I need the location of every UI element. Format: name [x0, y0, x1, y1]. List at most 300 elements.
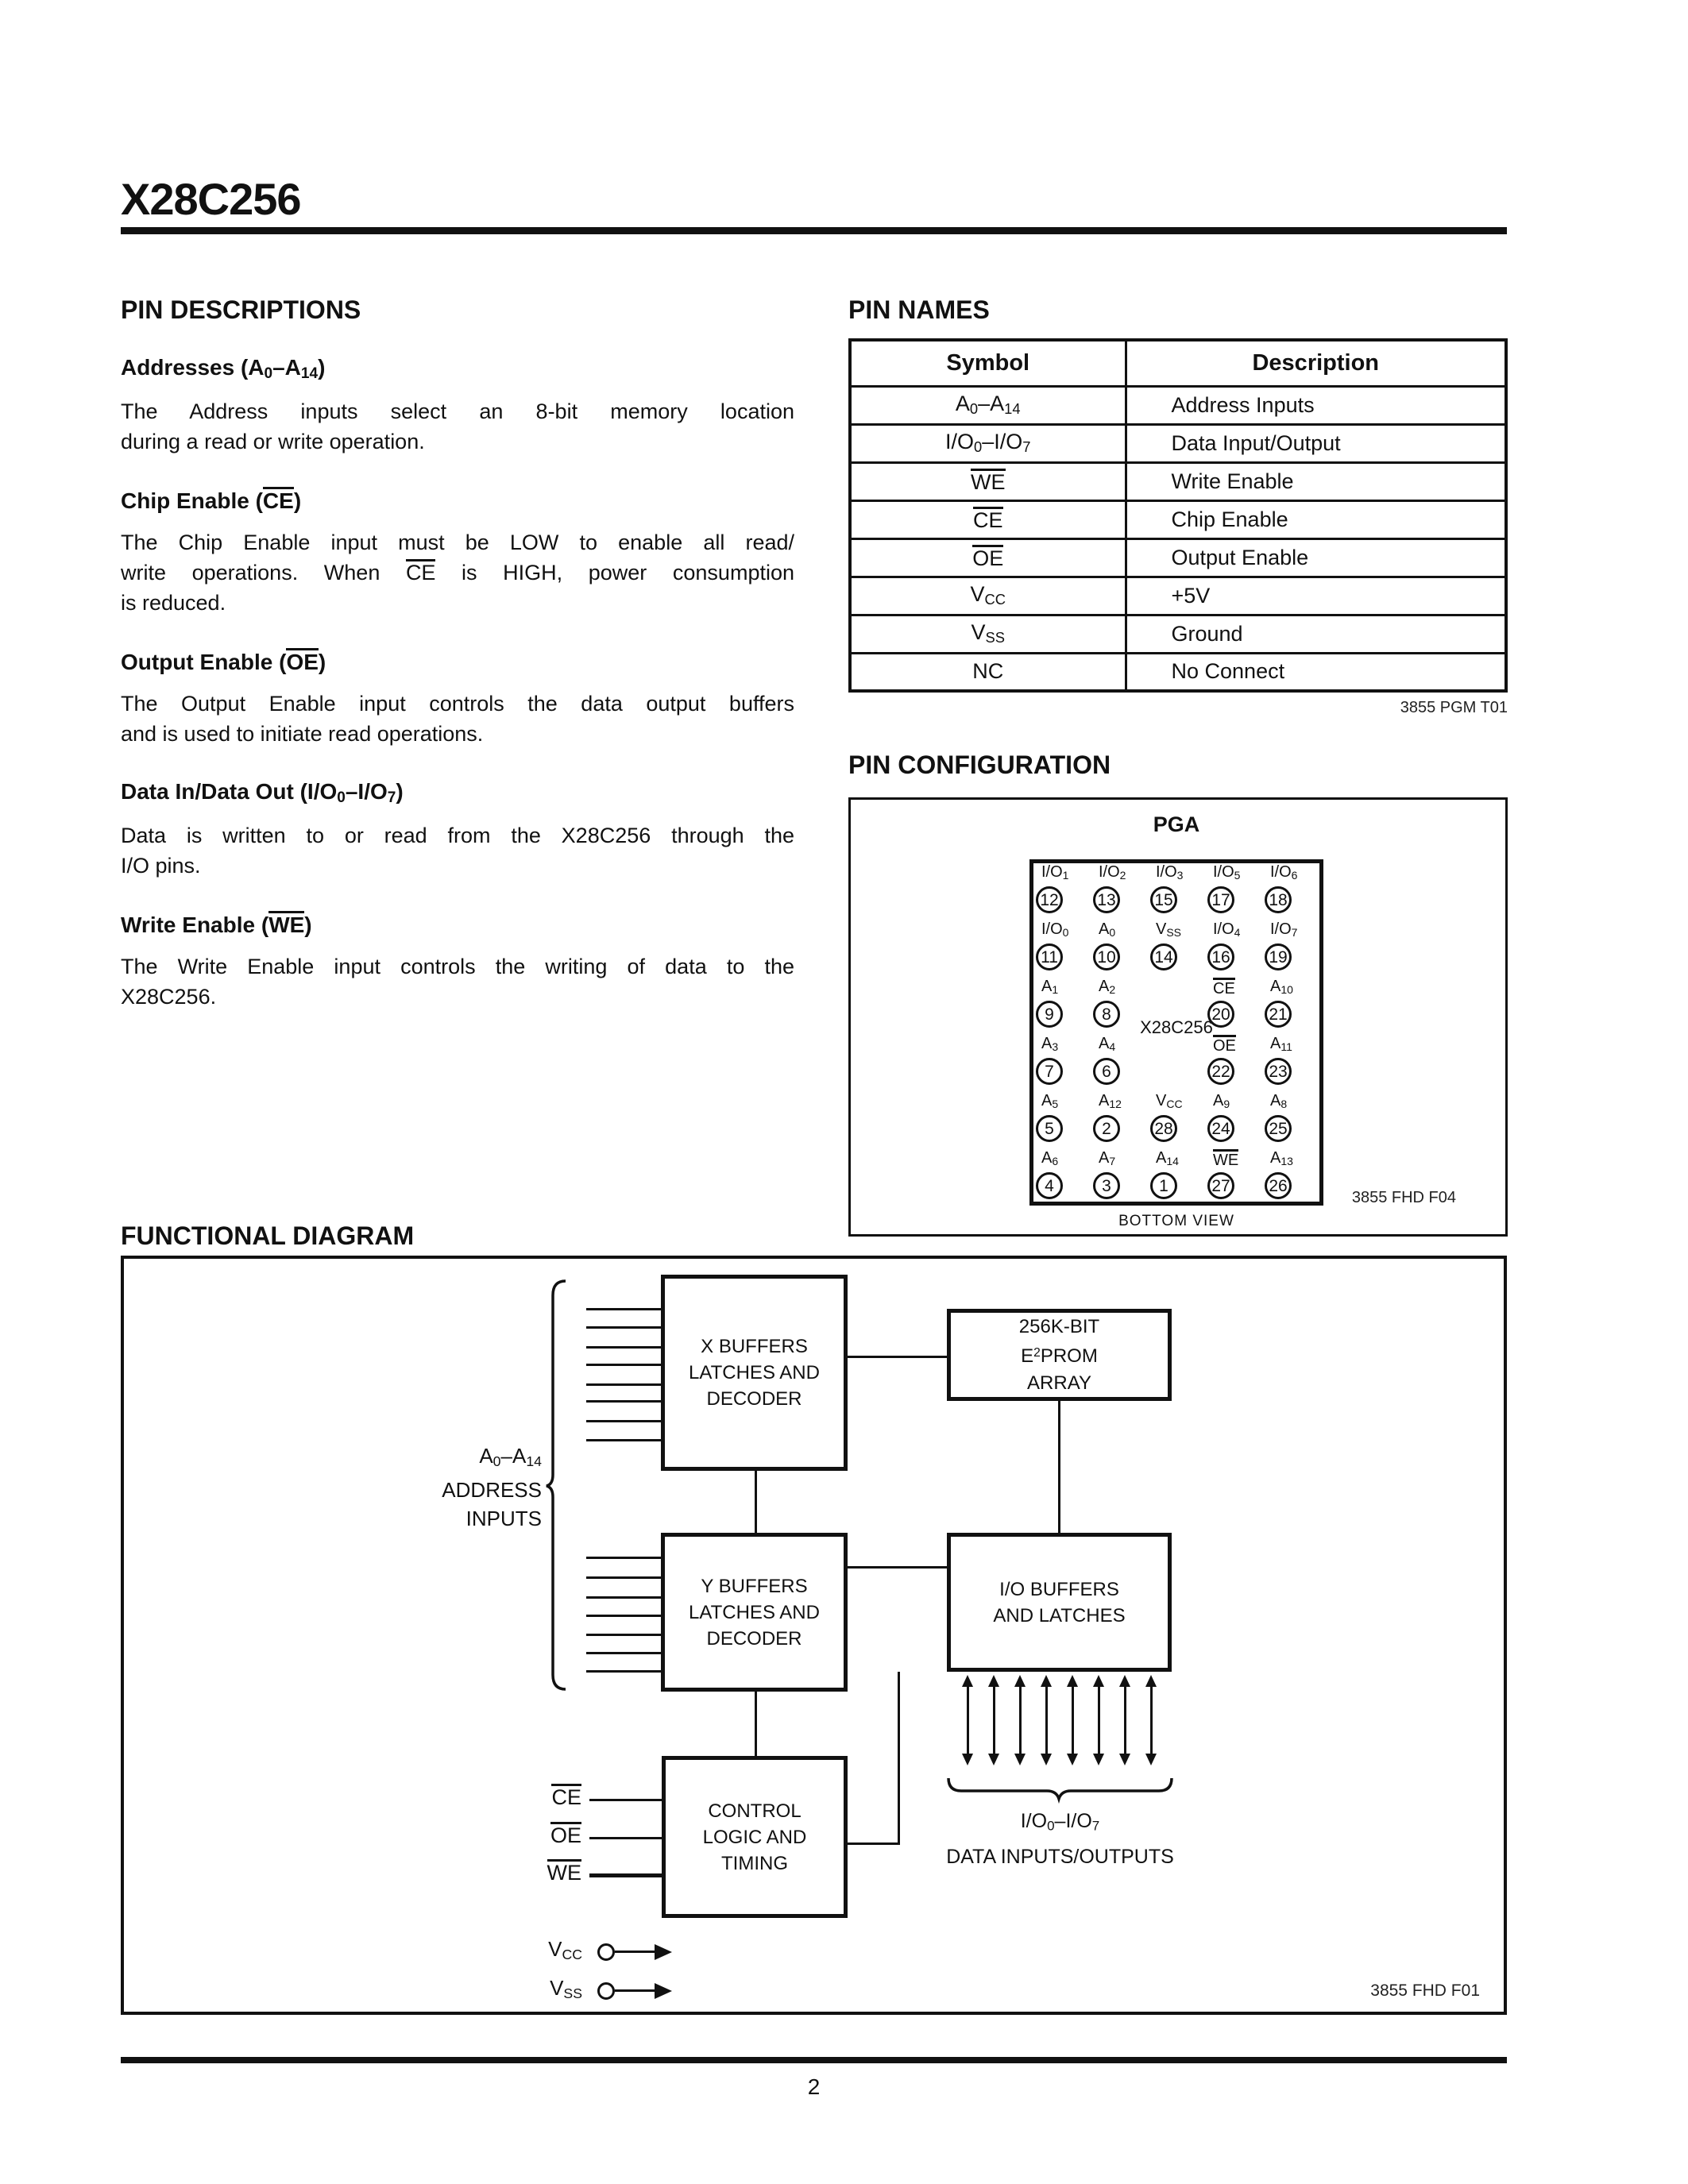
description-cell: Write Enable — [1126, 462, 1506, 500]
text-run: V — [1156, 920, 1167, 938]
pin-number: 12 — [1036, 886, 1063, 913]
text-run: LATCHES AND — [689, 1601, 820, 1623]
subscript-text: 3 — [1052, 1040, 1059, 1054]
overlined-text: WE — [268, 913, 305, 938]
pin-number: 14 — [1150, 943, 1177, 970]
body-line — [121, 689, 794, 719]
arrow-shaft — [1019, 1685, 1022, 1755]
connector-eeprom-iobuffers — [1058, 1401, 1060, 1533]
oe-signal-label — [458, 1822, 581, 1848]
address-line — [586, 1364, 661, 1366]
section-heading — [121, 487, 794, 514]
text-run: A — [1099, 1035, 1110, 1052]
section-body — [121, 527, 794, 618]
subscript-text: 7 — [1022, 438, 1031, 456]
overlined-text: WE — [971, 469, 1006, 494]
overlined-text: CE — [972, 507, 1003, 532]
control-logic-block — [662, 1756, 848, 1918]
pin-number: 24 — [1207, 1115, 1234, 1142]
text-run: NC — [972, 659, 1004, 684]
pin-number: 23 — [1265, 1058, 1292, 1085]
address-line — [586, 1634, 661, 1636]
pga-figure-code: 3855 FHD F04 — [1351, 1189, 1456, 1206]
section-body — [121, 951, 794, 1012]
pin-configuration-box — [848, 797, 1508, 1237]
address-inputs-brace — [545, 1275, 574, 1696]
pga-chip-label: X28C256 — [1140, 1017, 1213, 1037]
address-line — [586, 1557, 661, 1559]
subscript-text: 0 — [264, 365, 273, 383]
text-run: is HIGH, power consumption — [435, 561, 794, 585]
text-run: A — [1099, 1149, 1110, 1167]
text-line — [362, 1476, 542, 1504]
io-bidirectional-arrow — [988, 1675, 1000, 1765]
table-row — [850, 653, 1506, 691]
pin-signal-label — [1041, 920, 1068, 939]
text-run: I/O — [1270, 863, 1292, 881]
section-body — [121, 820, 794, 881]
pin-number: 18 — [1265, 886, 1292, 913]
text-run: ADDRESS — [442, 1477, 542, 1502]
symbol-cell — [850, 424, 1126, 462]
pin-number: 21 — [1265, 1001, 1292, 1028]
column-header-description: Description — [1126, 340, 1506, 386]
data-inputs-outputs-label — [918, 1846, 1202, 1869]
text-run: write operations. When — [121, 561, 406, 585]
vcc-label — [458, 1937, 582, 1963]
arrow-down-icon — [1093, 1754, 1104, 1765]
overlined-text: OE — [550, 1823, 581, 1847]
pin-description-section — [121, 779, 794, 881]
text-run: INPUTS — [465, 1506, 542, 1530]
text-run: LOGIC AND — [702, 1826, 807, 1848]
text-run: I/O — [1041, 863, 1063, 881]
vss-label — [458, 1976, 582, 2002]
connector-control-iobuffers-vertical — [898, 1672, 900, 1845]
pin-number: 1 — [1150, 1172, 1177, 1199]
text-run: I/O — [945, 430, 975, 454]
description-cell: +5V — [1126, 577, 1506, 615]
body-line — [121, 527, 794, 558]
pin-signal-label — [1099, 978, 1115, 996]
pin-signal-label — [1213, 1092, 1230, 1110]
pin-names-table — [848, 338, 1508, 693]
connector-ybuffers-control — [755, 1692, 757, 1756]
text-line — [999, 1576, 1119, 1603]
io-bidirectional-arrow — [1041, 1675, 1053, 1765]
text-run: Data In/Data Out (I/O — [121, 779, 338, 805]
pin-description-section — [121, 648, 794, 749]
text-run: V — [1156, 1092, 1167, 1109]
text-run: X28C256. — [121, 985, 217, 1009]
text-run: Addresses (A — [121, 355, 265, 380]
we-signal-label — [458, 1859, 581, 1885]
pin-signal-label — [1041, 863, 1068, 882]
section-heading — [121, 648, 794, 675]
pin-number: 16 — [1207, 943, 1234, 970]
text-line — [721, 1850, 788, 1877]
body-line — [121, 820, 794, 851]
arrow-shaft — [1072, 1685, 1074, 1755]
arrow-down-icon — [1119, 1754, 1130, 1765]
overlined-text: CE — [405, 561, 436, 585]
subscript-text: 7 — [387, 789, 396, 807]
text-run: I/O — [1213, 920, 1234, 938]
symbol-cell — [850, 386, 1126, 424]
subscript-text: 2 — [1119, 869, 1126, 882]
overlined-text: OE — [286, 650, 319, 675]
subscript-text: 0 — [1109, 926, 1116, 940]
arrow-down-icon — [1067, 1754, 1078, 1765]
text-run: V — [971, 620, 986, 645]
text-run: A — [1270, 1035, 1281, 1052]
section-heading — [121, 355, 794, 383]
text-run: is reduced. — [121, 591, 226, 615]
pin-names-column — [848, 295, 1508, 1237]
text-run: E — [1021, 1345, 1034, 1368]
text-run: V — [970, 582, 985, 607]
arrow-shaft — [1150, 1685, 1153, 1755]
address-line — [586, 1652, 661, 1654]
pin-signal-label — [1270, 1092, 1287, 1110]
pin-number: 6 — [1093, 1058, 1120, 1085]
connector-control-iobuffers-horizontal — [848, 1843, 900, 1845]
pin-signal-label — [1270, 1149, 1293, 1167]
arrow-shaft — [1098, 1685, 1100, 1755]
text-run: Chip Enable ( — [121, 488, 263, 514]
subscript-text: 0 — [1047, 1818, 1055, 1834]
vcc-terminal — [597, 1943, 615, 1961]
text-line — [689, 1599, 820, 1626]
subscript-text: 11 — [1280, 1040, 1292, 1054]
x-buffers-block — [661, 1275, 848, 1471]
pin-number: 25 — [1265, 1115, 1292, 1142]
text-line — [708, 1798, 801, 1824]
pin-number: 4 — [1036, 1172, 1063, 1199]
subscript-text: 14 — [526, 1453, 542, 1469]
pin-description-section — [121, 355, 794, 457]
address-line — [586, 1400, 661, 1403]
page-number: 2 — [807, 2074, 821, 2099]
text-run: ) — [293, 488, 302, 514]
pin-description-section — [121, 487, 794, 618]
text-line — [701, 1333, 808, 1360]
body-line — [121, 982, 794, 1012]
table-row — [850, 462, 1506, 500]
connector-xbuffers-eeprom — [848, 1356, 947, 1358]
text-run: A — [1041, 1035, 1053, 1052]
arrow-down-icon — [1145, 1754, 1157, 1765]
subscript-text: 6 — [1291, 869, 1298, 882]
text-run: DATA INPUTS/OUTPUTS — [946, 1846, 1174, 1868]
text-run: A — [1213, 1092, 1224, 1109]
io-range-label — [947, 1810, 1173, 1835]
ce-signal-label — [458, 1784, 581, 1810]
subscript-text: 9 — [1223, 1098, 1230, 1111]
y-buffers-block — [661, 1533, 848, 1692]
body-line — [121, 588, 794, 618]
text-line — [1019, 1314, 1099, 1340]
address-line — [586, 1439, 661, 1441]
subscript-text: CC — [562, 1946, 582, 1962]
text-run: Data is written to or read from the X28C256 through the — [121, 824, 794, 848]
text-line — [993, 1603, 1125, 1629]
text-line — [362, 1504, 542, 1533]
subscript-text: 0 — [337, 789, 346, 807]
text-run: Y BUFFERS — [701, 1575, 808, 1597]
functional-diagram-heading: FUNCTIONAL DIAGRAM — [121, 1221, 415, 1250]
io-bidirectional-arrow — [1119, 1675, 1131, 1765]
subscript-text: 14 — [1166, 1155, 1179, 1168]
io-bidirectional-arrow — [962, 1675, 974, 1765]
address-inputs-label — [362, 1441, 542, 1533]
pin-signal-label — [1213, 920, 1240, 939]
text-run: during a read or write operation. — [121, 430, 425, 454]
subscript-text: 13 — [1280, 1155, 1293, 1168]
pin-signal-label — [1213, 978, 1235, 998]
pin-number: 26 — [1265, 1172, 1292, 1199]
overlined-text: CE — [551, 1785, 581, 1809]
text-run: TIMING — [721, 1852, 788, 1874]
oe-signal-line — [589, 1837, 662, 1839]
text-run: I/O — [1270, 920, 1292, 938]
section-heading — [121, 779, 794, 807]
section-body — [121, 689, 794, 749]
pin-signal-label — [1099, 1149, 1115, 1167]
pin-signal-label — [1099, 863, 1126, 882]
text-run: ) — [304, 913, 312, 938]
pin-number: 10 — [1093, 943, 1120, 970]
address-line — [586, 1576, 661, 1579]
table-row — [850, 386, 1506, 424]
subscript-text: 0 — [492, 1453, 501, 1469]
pin-number: 8 — [1093, 1001, 1120, 1028]
text-run: I/O — [1041, 920, 1063, 938]
subscript-text: 12 — [1109, 1098, 1122, 1111]
ce-signal-line — [589, 1799, 662, 1801]
subscript-text: SS — [985, 629, 1005, 646]
text-run: A — [955, 392, 970, 416]
connector-xbuffers-ybuffers — [755, 1471, 757, 1533]
text-run: LATCHES AND — [689, 1362, 820, 1383]
description-cell: Address Inputs — [1126, 386, 1506, 424]
pin-signal-label — [1270, 920, 1297, 939]
text-run: I/O — [1020, 1810, 1048, 1832]
pin-number: 5 — [1036, 1115, 1063, 1142]
overlined-text: WE — [547, 1861, 581, 1885]
text-run: –I/O — [345, 779, 388, 805]
text-run: Write Enable ( — [121, 913, 269, 938]
text-run: The Output Enable input controls the data output buffers — [121, 692, 794, 716]
vss-line — [615, 1989, 656, 1992]
pin-signal-label — [1041, 978, 1058, 996]
superscript-text: 2 — [1033, 1346, 1041, 1360]
table-row — [850, 424, 1506, 462]
address-line — [586, 1596, 661, 1599]
text-run: A — [1099, 920, 1110, 938]
text-run: A — [1041, 1149, 1053, 1167]
overlined-text: OE — [1213, 1035, 1236, 1054]
pin-signal-label — [1270, 863, 1297, 882]
pin-signal-label — [1156, 863, 1183, 882]
connector-ybuffers-iobuffers — [848, 1566, 947, 1569]
pin-number: 7 — [1036, 1058, 1063, 1085]
text-line — [706, 1626, 802, 1652]
overlined-text: CE — [1213, 978, 1235, 997]
io-range-brace — [947, 1777, 1173, 1804]
text-line — [1021, 1340, 1098, 1369]
text-run: A — [1041, 978, 1053, 995]
text-run: I/O — [1213, 863, 1234, 881]
subscript-text: 0 — [1062, 926, 1069, 940]
text-run: A — [1041, 1092, 1053, 1109]
address-line — [586, 1346, 661, 1349]
pin-number: 15 — [1150, 886, 1177, 913]
text-run: A — [1099, 978, 1110, 995]
text-run: I/O — [1156, 863, 1177, 881]
text-run: A — [479, 1444, 493, 1468]
subscript-text: 2 — [1109, 983, 1116, 997]
text-run: A — [1156, 1149, 1167, 1167]
address-line — [586, 1670, 661, 1673]
pin-number: 20 — [1207, 1001, 1234, 1028]
subscript-text: 7 — [1091, 1818, 1100, 1834]
subscript-text: CC — [984, 591, 1006, 608]
text-run: A — [1270, 978, 1281, 995]
text-run: I/O — [1099, 863, 1120, 881]
subscript-text: 6 — [1052, 1155, 1059, 1168]
text-run: –A — [978, 392, 1005, 416]
body-line — [121, 558, 794, 588]
eeprom-array-block — [947, 1309, 1172, 1401]
description-cell: Chip Enable — [1126, 500, 1506, 538]
pin-number: 2 — [1093, 1115, 1120, 1142]
arrow-down-icon — [1041, 1754, 1052, 1765]
table-row — [850, 577, 1506, 615]
subscript-text: 1 — [1052, 983, 1059, 997]
subscript-text: 5 — [1234, 869, 1241, 882]
we-signal-line — [589, 1873, 662, 1877]
body-line — [121, 951, 794, 982]
pin-signal-label — [1213, 1149, 1238, 1170]
address-line — [586, 1420, 661, 1422]
table-row — [850, 538, 1506, 577]
pin-names-heading: PIN NAMES — [848, 295, 990, 324]
io-bidirectional-arrow — [1145, 1675, 1157, 1765]
text-run: V — [550, 1976, 564, 2000]
overlined-text: OE — [972, 546, 1004, 570]
text-run: A — [1270, 1149, 1281, 1167]
subscript-text: SS — [1166, 926, 1182, 940]
text-run: The Write Enable input controls the writing of data to the — [121, 955, 794, 979]
io-bidirectional-arrow — [1093, 1675, 1105, 1765]
symbol-cell — [850, 653, 1126, 691]
overlined-text: WE — [1213, 1149, 1238, 1168]
subscript-text: CC — [1166, 1098, 1183, 1111]
pin-number: 9 — [1036, 1001, 1063, 1028]
pga-view-label: BOTTOM VIEW — [1118, 1213, 1234, 1229]
pin-configuration-heading: PIN CONFIGURATION — [848, 751, 1111, 779]
text-run: Output Enable ( — [121, 650, 287, 675]
text-run: ) — [318, 355, 326, 380]
text-run: and is used to initiate read operations. — [121, 722, 484, 747]
address-line — [586, 1383, 661, 1386]
text-run: ) — [396, 779, 404, 805]
column-header-symbol: Symbol — [850, 340, 1126, 386]
text-run: AND LATCHES — [993, 1604, 1126, 1626]
description-cell: Data Input/Output — [1126, 424, 1506, 462]
vss-arrowhead — [655, 1983, 672, 1999]
pin-number: 3 — [1093, 1172, 1120, 1199]
subscript-text: 4 — [1109, 1040, 1116, 1054]
text-run: –I/O — [982, 430, 1023, 454]
pin-signal-label — [1041, 1149, 1058, 1167]
pin-signal-label — [1156, 920, 1181, 939]
pin-signal-label — [1041, 1092, 1058, 1110]
text-run: –A — [272, 355, 301, 380]
io-bidirectional-arrow — [1014, 1675, 1026, 1765]
pin-signal-label — [1270, 978, 1293, 996]
functional-diagram-figure-code: 3855 FHD F01 — [1370, 1981, 1480, 2000]
subscript-text: 7 — [1291, 926, 1298, 940]
arrow-down-icon — [988, 1754, 999, 1765]
pin-signal-label — [1213, 863, 1240, 882]
address-line — [586, 1326, 661, 1329]
vcc-line — [615, 1951, 656, 1953]
description-cell: Ground — [1126, 615, 1506, 653]
text-run: I/O BUFFERS — [999, 1578, 1119, 1600]
arrow-shaft — [993, 1685, 995, 1755]
pin-number: 28 — [1150, 1115, 1177, 1142]
subscript-text: 4 — [1234, 926, 1241, 940]
text-run: X BUFFERS — [701, 1336, 808, 1357]
pin-number: 13 — [1093, 886, 1120, 913]
text-line — [689, 1360, 820, 1386]
vcc-arrowhead — [655, 1944, 672, 1960]
subscript-text: 0 — [969, 400, 979, 418]
io-bidirectional-arrow — [1067, 1675, 1079, 1765]
pin-description-section — [121, 911, 794, 1012]
description-cell: Output Enable — [1126, 538, 1506, 577]
body-line — [121, 396, 794, 426]
text-run: –I/O — [1054, 1810, 1092, 1832]
pin-number: 11 — [1036, 943, 1063, 970]
functional-diagram-box — [121, 1256, 1507, 2015]
description-cell: No Connect — [1126, 653, 1506, 691]
pin-descriptions-sections — [121, 355, 794, 1012]
symbol-cell — [850, 615, 1126, 653]
text-run: I/O pins. — [121, 854, 201, 878]
table-figure-code: 3855 PGM T01 — [1400, 699, 1508, 716]
section-heading — [121, 911, 794, 938]
table-header-row — [850, 340, 1506, 386]
pin-descriptions-heading: PIN DESCRIPTIONS — [121, 295, 361, 324]
pin-signal-label — [1156, 1092, 1183, 1110]
text-run: –A — [500, 1444, 527, 1468]
text-run: CONTROL — [708, 1800, 802, 1822]
body-line — [121, 851, 794, 881]
text-line — [362, 1441, 542, 1476]
text-run: 256K-BIT — [1018, 1316, 1100, 1338]
arrow-shaft — [1124, 1685, 1126, 1755]
text-line — [701, 1573, 807, 1599]
overlined-text: CE — [262, 488, 294, 514]
body-line — [121, 426, 794, 457]
address-line — [586, 1615, 661, 1617]
io-buffers-block — [947, 1533, 1172, 1672]
arrow-down-icon — [962, 1754, 973, 1765]
pin-signal-label — [1156, 1149, 1179, 1167]
